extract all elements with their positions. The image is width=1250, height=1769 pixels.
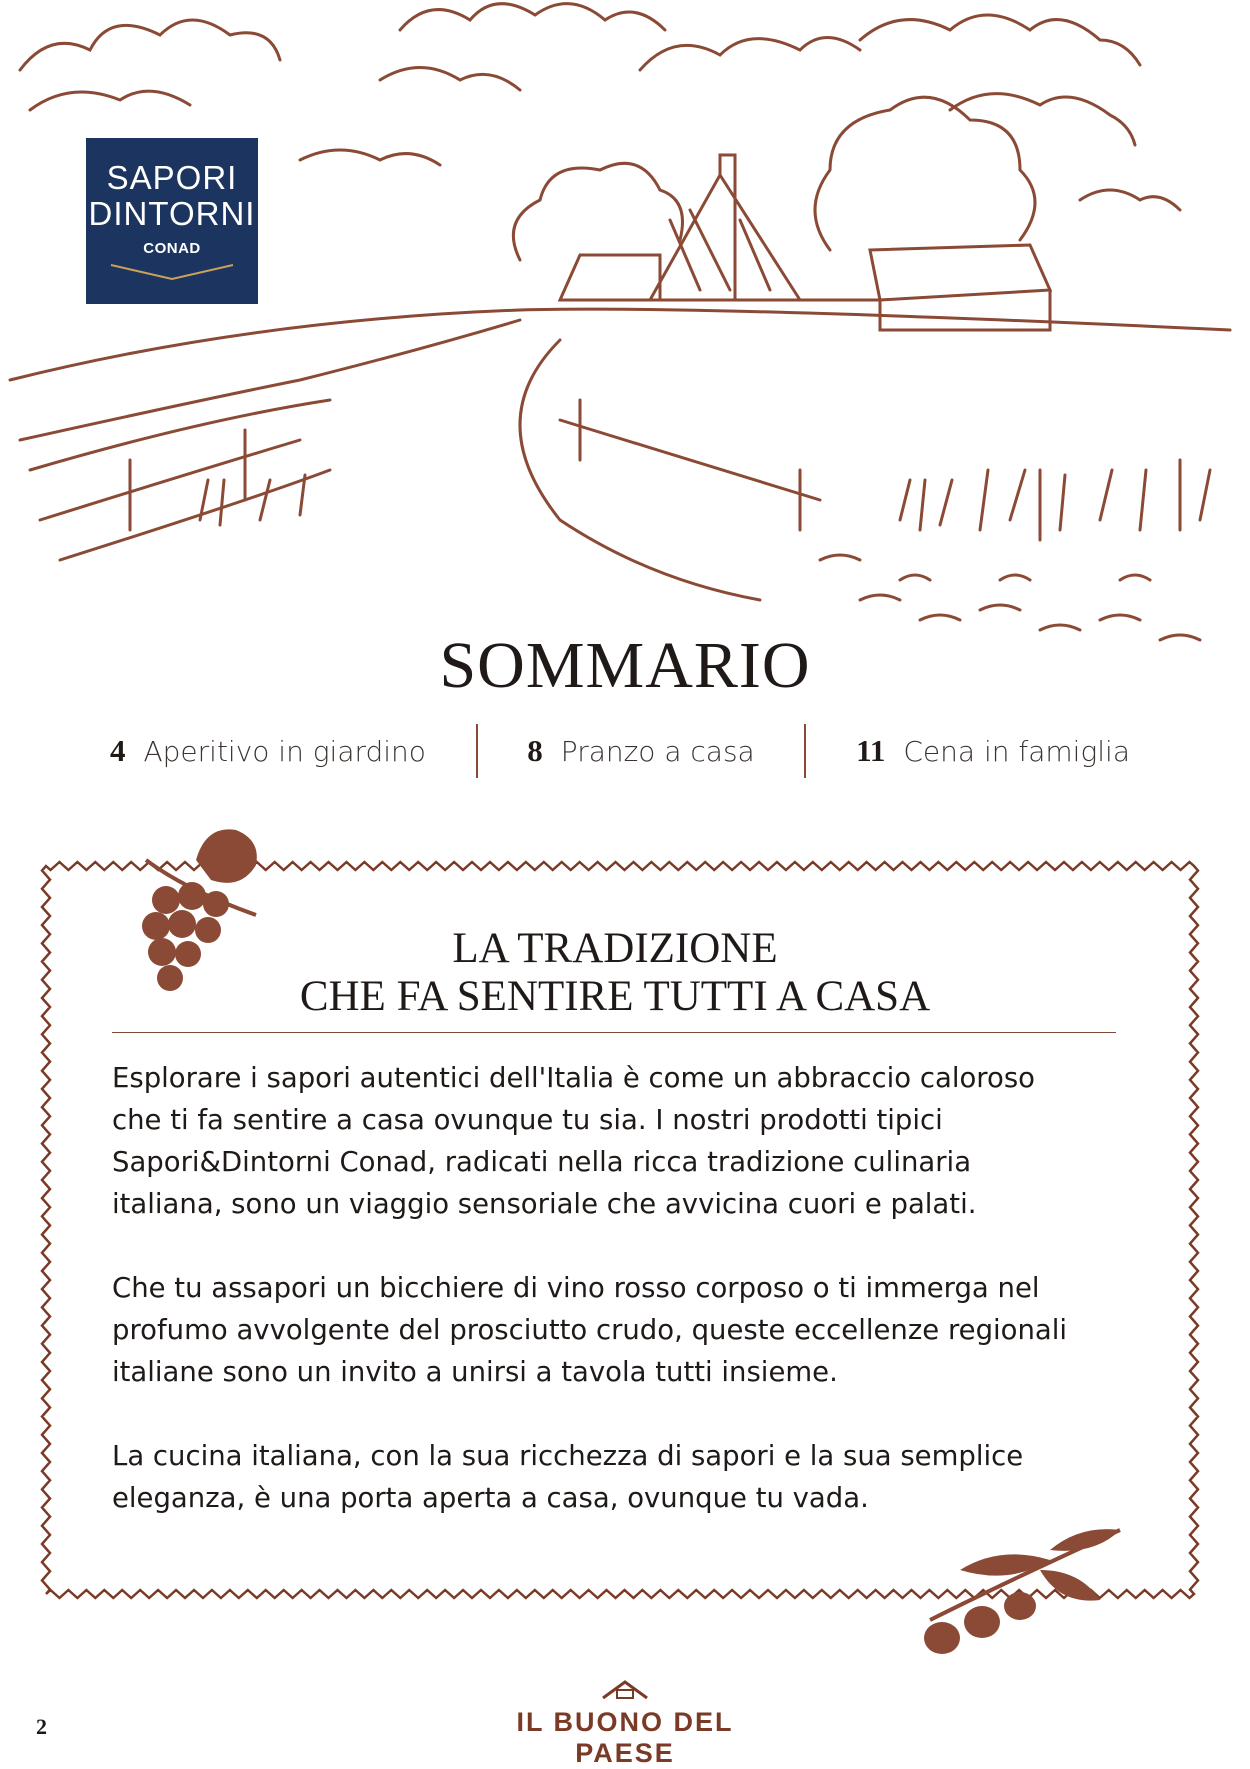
logo-chevron-icon [107,261,237,283]
toc-item-cena[interactable] [856,733,1130,769]
toc-page-number: 11 [856,733,886,768]
paragraph: Esplorare i sapori autentici dell'Italia è come un abbraccio caloroso che ti fa sentire a casa ovunque tu sia. I nostri prodotti tipici Sapori&Dintorni Conad, radicati nella ricca tradizione culinaria italiana, sono un viaggio sensoriale che avvicina cuori e palati. [112,1062,1035,1220]
logo-line-dintorni: DINTORNI [88,195,256,232]
paragraph: Che tu assapori un bicchiere di vino rosso corposo o ti immerga nel profumo avvolgente del prosciutto crudo, queste eccellenze regionali italiane sono un invito a unirsi a tavola tutti insieme. [112,1272,1068,1388]
olive-branch-icon [920,1510,1130,1660]
article-heading [110,925,1120,1021]
logo-line-conad: CONAD [143,240,201,257]
toc-item-aperitivo[interactable] [110,733,426,769]
toc-page-number: 8 [527,733,543,768]
heading-divider [112,1032,1116,1033]
toc-divider [476,724,478,778]
heading-line-1: LA TRADIZIONE [452,925,778,972]
farmhouse-logo-icon [595,1678,655,1700]
toc-label: Aperitivo in giardino [143,735,426,768]
paragraph: La cucina italiana, con la sua ricchezza di sapori e la sua semplice eleganza, è una porta aperta a casa, ovunque tu vada. [112,1440,1024,1514]
logo-line-sapori: SAPORI [106,159,238,196]
toc-page-number: 4 [110,733,126,768]
sommario-title: SOMMARIO [439,629,811,702]
footer-brand-name: IL BUONO DEL PAESE [516,1707,734,1768]
heading-line-2: CHE FA SENTIRE TUTTI A CASA [299,973,931,1020]
toc-label: Pranzo a casa [560,735,755,768]
page-number: 2 [36,1714,47,1739]
table-of-contents [110,720,1130,782]
farmhouse-landscape-illustration [0,0,1250,720]
toc-divider [804,724,806,778]
il-buono-del-paese-logo [480,1678,770,1768]
toc-item-pranzo[interactable] [527,733,754,769]
sapori-dintorni-logo [86,138,258,304]
toc-label: Cena in famiglia [903,735,1130,768]
article-body [112,1057,1142,1561]
